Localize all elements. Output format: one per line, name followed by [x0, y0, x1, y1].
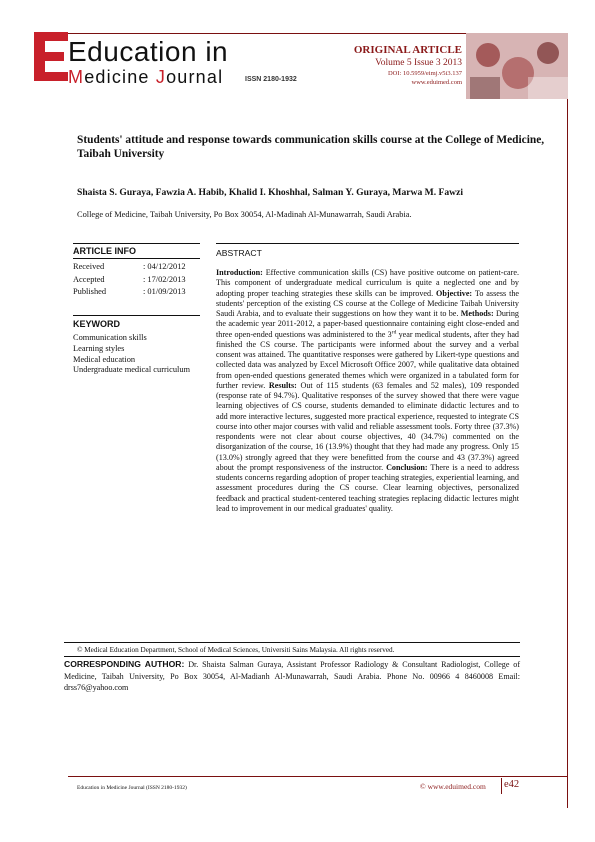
footer-rule — [68, 776, 568, 777]
corresponding-label: CORRESPONDING AUTHOR: — [64, 659, 185, 669]
article-title: Students' attitude and response towards communication skills course at the College of Medicine, Taibah University — [77, 134, 545, 160]
copyright-rule — [64, 642, 520, 643]
article-info-heading: ARTICLE INFO — [73, 246, 136, 256]
abstract-conclusion-text: There is a need to address students concerns regarding adoption of proper teaching strategies, experiential learning, and assessment procedures during the CS course. Clear learning objectives, personalized feedback and practical student-centered teaching strategies replacing didactic lectures might lead to improvement in our medical graduates' quality. — [216, 462, 519, 513]
right-border-rule — [567, 33, 568, 808]
abstract-results-text: Out of 115 students (63 females and 52 males), 109 responded (response rate of 94.7%). Qualitative responses of the survey showed that there were vague learning objectives of CS course, students demanded to eliminate didactic lectures and to add more interactive lectures, suggested more practical experience, requested to integrate CS course into other major courses with valid and reliable assessment tools. Forty three (37.3%) respondents were not clear about course objectives, 40 (34.7%) commented on the disorganization of the course, 16 (13.9%) thought that they had made any progress. Only 15 (13.0%) strongly agreed that they were benefitted from the course and 43 (37.3%) agreed about the prompt responsiveness of the instructor. — [216, 380, 519, 472]
abstract-methods-text-cont: year medical students, after they had finished the CS course. The participants were informed about the survey and a verbal consent was attained. The quantitative responses were gathered by Likert-type questions and collected data was analyzed by Excel Microsoft Office 2007, while qualitative data obtained from open-ended questions generated themes which were organized in a tabulated form for further review. — [216, 329, 519, 390]
website-link[interactable]: www.eduimed.com — [411, 79, 462, 86]
info-row-accepted: Accepted : 17/02/2013 — [73, 274, 186, 284]
keyword-item: Learning styles — [73, 343, 125, 353]
doi-link[interactable]: DOI: 10.5959/eimj.v5i3.137 — [387, 70, 462, 77]
logo-issn: ISSN 2180-1932 — [245, 76, 297, 83]
page-number: e42 — [504, 779, 520, 790]
footer-website-link[interactable]: © www.eduimed.com — [420, 782, 486, 791]
footer-journal: Education in Medicine Journal (ISSN 2180-1932) — [77, 785, 187, 791]
abstract-methods-label: Methods: — [460, 309, 494, 318]
abstract-intro-label: Introduction: — [216, 268, 263, 277]
keyword-item: Medical education — [73, 354, 136, 364]
abstract-intro-text: Effective communication skills (CS) have positive outcome on patient-care. This component of undergraduate medical curriculum is quite a neglected one and by adopting proper teaching strategies these skills can be improved. — [216, 268, 519, 298]
corresponding-author — [64, 659, 520, 694]
abstract-conclusion-label: Conclusion: — [386, 462, 428, 472]
abstract-rule — [216, 243, 519, 244]
volume-issue: Volume 5 Issue 3 2013 — [375, 58, 462, 68]
abstract-body — [216, 268, 519, 514]
abstract-objective-label: Objective: — [436, 288, 473, 298]
abstract-methods-text: During the academic year 2011-2012, a paper-based questionnaire containing eight close-ended and three open-ended questions was administered to the 3 — [216, 309, 519, 339]
corresponding-text: Dr. Shaista Salman Guraya, Assistant Professor Radiology & Consultant Radiologist, College of Medicine, Taibah University, Po Box 30054, Al-Madianh Al-Munawarrah, Saudi Arabia. Phone No. 00966 4 8460008 Email: drss76@yahoo.com — [64, 660, 521, 692]
journal-logo-line2: Medicine Journal — [68, 67, 224, 87]
keyword-rule — [73, 315, 200, 316]
keyword-heading: KEYWORD — [73, 319, 120, 329]
article-info-underline — [73, 258, 200, 259]
header-photo-image — [466, 33, 568, 99]
abstract-methods-sup: rd — [391, 328, 397, 335]
info-row-received: Received : 04/12/2012 — [73, 262, 186, 271]
abstract-heading: ABSTRACT — [216, 248, 262, 258]
abstract-results-label: Results: — [268, 380, 297, 390]
article-info-rows — [73, 261, 203, 299]
journal-logo-line1: Education in — [68, 36, 229, 67]
corresponding-rule — [64, 656, 520, 657]
journal-logo-e-icon — [28, 28, 72, 84]
footer-separator — [501, 778, 502, 794]
article-type: ORIGINAL ARTICLE — [353, 44, 462, 56]
keyword-item: Undergraduate medical curriculum — [73, 365, 191, 375]
keyword-item: Communication skills — [73, 333, 147, 342]
copyright-notice: © Medical Education Department, School of Medical Sciences, Universiti Sains Malaysia. All rights reserved. — [77, 646, 395, 654]
keyword-list — [73, 333, 198, 376]
article-authors: Shaista S. Guraya, Fawzia A. Habib, Khalid I. Khoshhal, Salman Y. Guraya, Marwa M. Fawzi — [77, 187, 464, 198]
article-affiliation: College of Medicine, Taibah University, Po Box 30054, Al-Madinah Al-Munawarrah, Saudi Arabia. — [77, 210, 412, 219]
article-info-rule — [73, 243, 200, 244]
abstract-objective-text: To assess the students' perception of the existing CS course at the College of Medicine Taibah University Saudi Arabia, and to evaluate their suggestions on how they want it to be. — [216, 288, 519, 318]
info-row-published: Published : 01/09/2013 — [73, 287, 186, 296]
